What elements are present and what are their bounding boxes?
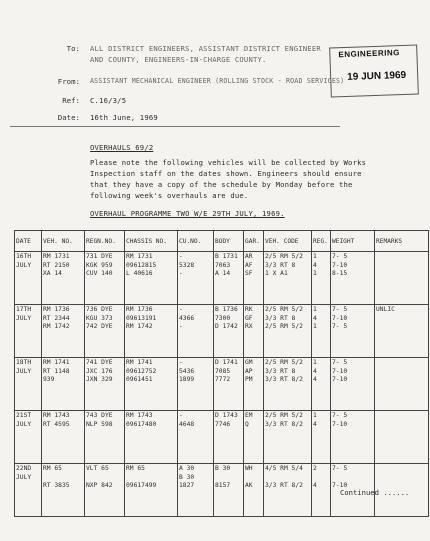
date-value: 16th June, 1969 (90, 113, 158, 122)
from-label: From: (57, 77, 80, 86)
cell-line: EM (245, 412, 253, 419)
from-value: ASSISTANT MECHANICAL ENGINEER (ROLLING STOCK - ROAD SERVICES) (90, 77, 345, 85)
cell-line: 17TH (16, 306, 32, 313)
weight-cell (331, 305, 375, 358)
regn-no-cell (85, 411, 125, 464)
cell-line: 1827 (179, 482, 195, 490)
cell-line: UNLIC (376, 306, 395, 313)
cell-line: 5436 (179, 367, 195, 375)
cell-line: 7300 (215, 314, 231, 322)
cell-line: 7085 (215, 367, 231, 375)
cell-line: 1 (313, 306, 317, 313)
cell-line: PM (245, 376, 253, 384)
cell-line: RT 4595 (43, 420, 70, 428)
cell-line: 09612815 (126, 261, 157, 269)
ref-label: Ref: (62, 96, 80, 105)
cell-line: JULY (16, 420, 32, 428)
ref-value: C.16/3/5 (90, 96, 127, 105)
cu-no-cell (178, 358, 214, 411)
gar-cell (244, 411, 264, 464)
cell-line: 7-10 (332, 261, 348, 269)
cell-line (376, 253, 427, 262)
to-line-1: ALL DISTRICT ENGINEERS, ASSISTANT DISTRICT ENGINEER (90, 44, 321, 53)
cell-line: 09617480 (126, 420, 157, 428)
regn-no-cell (85, 464, 125, 517)
cell-line (376, 359, 427, 368)
chassis-no-cell (125, 252, 178, 305)
cell-line: RM 1736 (126, 306, 153, 313)
cell-line: - (179, 270, 183, 278)
cell-line: 4/5 RM 5/4 (265, 465, 303, 472)
cell-line: 1 (313, 412, 317, 419)
cell-line: 4648 (179, 420, 195, 428)
subject-heading: OVERHAULS 69/2 (90, 143, 154, 152)
gar-cell (244, 464, 264, 517)
cell-line: 7-10 (332, 420, 348, 428)
cell-line: 1899 (179, 376, 195, 384)
cell-line: 4 (313, 314, 317, 322)
cell-line: 7- 5 (332, 359, 348, 366)
cell-line: 7-10 (332, 367, 348, 375)
cell-line: - (179, 323, 183, 331)
cell-line: 939 (43, 376, 55, 384)
cell-line: VLT 65 (86, 465, 109, 472)
cell-line: CUV 140 (86, 270, 113, 278)
col-header-regn-no: REGN.NO. (85, 231, 125, 252)
cell-line: KGU 373 (86, 314, 113, 322)
cell-line: JULY (16, 314, 32, 322)
reg-cell (312, 252, 331, 305)
cell-line: 742 DYE (86, 323, 113, 331)
veh-code-cell (264, 358, 312, 411)
cell-line: RM 1743 (43, 412, 70, 419)
cell-line: 741 DYE (86, 359, 113, 366)
overhaul-schedule-table (14, 230, 429, 517)
cell-line: 1 (313, 323, 317, 331)
to-label: To: (66, 44, 80, 53)
cell-line: 8157 (215, 482, 231, 490)
cell-line: RM 65 (43, 465, 62, 472)
table-body (15, 252, 429, 517)
cell-line: B 1736 (215, 306, 238, 313)
cell-line: RM 1736 (43, 306, 70, 313)
cu-no-cell (178, 252, 214, 305)
cell-line: 8-15 (332, 270, 348, 278)
veh-no-cell (42, 411, 85, 464)
cell-line (265, 474, 310, 483)
cell-line: 2 (313, 465, 317, 472)
cell-line: RX (245, 323, 253, 331)
cell-line: 1 (313, 253, 317, 260)
cell-line: 7746 (215, 420, 231, 428)
cell-line: B 30 (179, 473, 195, 481)
cell-line: 3/3 RT 8 (265, 314, 296, 322)
body-cell (214, 411, 244, 464)
header-rule (10, 126, 340, 127)
cell-line: 09612752 (126, 367, 157, 375)
cell-line: 5328 (179, 261, 195, 269)
cell-line: AP (245, 367, 253, 375)
cell-line: RM 1742 (43, 323, 70, 331)
cell-line (126, 474, 176, 483)
cell-line: NXP 842 (86, 482, 113, 490)
body-line-1: Please note the following vehicles will be collected by Works (90, 158, 367, 167)
cell-line: WH (245, 465, 253, 472)
table-row (15, 252, 429, 305)
cell-line: 4 (313, 482, 317, 490)
cell-line: RM 65 (126, 465, 145, 472)
reg-cell (312, 305, 331, 358)
cell-line (376, 412, 427, 421)
cell-line: 736 DYE (86, 306, 113, 313)
cell-line: JULY (16, 367, 32, 375)
table-row (15, 411, 429, 464)
table-row (15, 358, 429, 411)
cell-line: - (179, 253, 183, 260)
cell-line: RK (245, 306, 253, 313)
programme-heading: OVERHAUL PROGRAMME TWO W/E 29TH JULY, 1969. (90, 209, 285, 218)
cell-line (332, 474, 373, 483)
cell-line: 4 (313, 376, 317, 384)
cell-line: 1 X A1 (265, 270, 288, 278)
cell-line: 4 (313, 261, 317, 269)
chassis-no-cell (125, 464, 178, 517)
cell-line: RT 2150 (43, 261, 70, 269)
date-cell (15, 411, 42, 464)
cell-line: - (179, 306, 183, 313)
date-cell (15, 252, 42, 305)
cell-line: 7- 5 (332, 323, 348, 331)
cell-line: 7- 5 (332, 412, 348, 419)
date-cell (15, 464, 42, 517)
cell-line: 7-10 (332, 376, 348, 384)
cell-line: 7- 5 (332, 465, 348, 472)
continued-note: Continued ...... (340, 488, 410, 497)
cell-line: RM 1743 (126, 412, 153, 419)
received-stamp (329, 44, 419, 97)
remarks-cell (375, 252, 429, 305)
veh-code-cell (264, 252, 312, 305)
col-header-veh-no: VEH. NO. (42, 231, 85, 252)
reg-cell (312, 411, 331, 464)
cell-line: L 40616 (126, 270, 153, 278)
cell-line: JULY (16, 473, 32, 481)
cell-line: 0961451 (126, 376, 153, 384)
reg-cell (312, 464, 331, 517)
cell-line: 1 (313, 270, 317, 278)
col-header-date: DATE (15, 231, 42, 252)
cell-line: - (179, 412, 183, 419)
regn-no-cell (85, 305, 125, 358)
chassis-no-cell (125, 411, 178, 464)
cell-line (86, 474, 123, 483)
col-header-chassis-no: CHASSIS NO. (125, 231, 178, 252)
cell-line: RM 1742 (126, 323, 153, 331)
cell-line: 7-10 (332, 314, 348, 322)
body-cell (214, 305, 244, 358)
regn-no-cell (85, 252, 125, 305)
gar-cell (244, 252, 264, 305)
cell-line: RM 1741 (126, 359, 153, 366)
col-header-remarks: REMARKS (375, 231, 429, 252)
body-cell (214, 464, 244, 517)
body-line-3: that they have a copy of the schedule by Monday before the (90, 180, 353, 189)
col-header-body: BODY (214, 231, 244, 252)
cell-line: GF (245, 314, 253, 322)
cell-line: GM (245, 359, 253, 366)
cell-line: XA 14 (43, 270, 62, 278)
cell-line: 21ST (16, 412, 32, 419)
cell-line: NLP 598 (86, 420, 113, 428)
cell-line: 7063 (215, 261, 231, 269)
veh-code-cell (264, 464, 312, 517)
weight-cell (331, 411, 375, 464)
body-line-2: Inspection staff on the dates shown. Engineers should ensure (90, 169, 362, 178)
cu-no-cell (178, 464, 214, 517)
cell-line: B 1731 (215, 253, 238, 260)
date-cell (15, 358, 42, 411)
cell-line: 4 (313, 367, 317, 375)
cell-line: 16TH (16, 253, 32, 260)
cell-line: 731 DYE (86, 253, 113, 260)
cell-line: 2/5 RM 5/2 (265, 323, 303, 331)
cell-line: B 30 (215, 465, 231, 472)
cell-line: A 30 (179, 465, 195, 472)
cell-line: AF (245, 261, 253, 269)
stamp-title: ENGINEERING (338, 48, 401, 60)
chassis-no-cell (125, 358, 178, 411)
cell-line (215, 474, 242, 483)
remarks-cell (375, 358, 429, 411)
col-header-reg: REG. (312, 231, 331, 252)
cell-line (313, 474, 329, 483)
cell-line: 2/5 RM 5/2 (265, 253, 303, 260)
to-line-2: AND COUNTY, ENGINEERS-IN-CHARGE COUNTY. (90, 55, 267, 64)
cell-line: A 14 (215, 270, 231, 278)
veh-no-cell (42, 358, 85, 411)
cell-line: 3/3 RT 8 (265, 261, 296, 269)
reg-cell (312, 358, 331, 411)
cu-no-cell (178, 411, 214, 464)
cell-line: JULY (16, 261, 32, 269)
cell-line: RT 3835 (43, 482, 70, 490)
veh-no-cell (42, 252, 85, 305)
cell-line: 7-10 (332, 482, 348, 490)
cell-line (245, 474, 262, 483)
cell-line: RT 1148 (43, 367, 70, 375)
col-header-weight: WEIGHT (331, 231, 375, 252)
cell-line: 7772 (215, 376, 231, 384)
cell-line: 7- 5 (332, 253, 348, 260)
cell-line: 2/5 RM 5/2 (265, 306, 303, 313)
cell-line: D 1743 (215, 412, 238, 419)
veh-code-cell (264, 305, 312, 358)
cu-no-cell (178, 305, 214, 358)
cell-line: 2/5 RM 5/2 (265, 359, 303, 366)
chassis-no-cell (125, 305, 178, 358)
cell-line: 3/3 RT 8/2 (265, 420, 303, 428)
cell-line: RM 1741 (43, 359, 70, 366)
cell-line: 743 DYE (86, 412, 113, 419)
cell-line: 7- 5 (332, 306, 348, 313)
cell-line: 4366 (179, 314, 195, 322)
veh-no-cell (42, 305, 85, 358)
cell-line: - (179, 359, 183, 366)
remarks-cell (375, 411, 429, 464)
cell-line: 18TH (16, 359, 32, 366)
gar-cell (244, 305, 264, 358)
table-header-row (15, 231, 429, 252)
cell-line: AR (245, 253, 253, 260)
remarks-cell (375, 305, 429, 358)
date-cell (15, 305, 42, 358)
cell-line: Q (245, 420, 249, 428)
body-cell (214, 252, 244, 305)
date-label: Date: (57, 113, 80, 122)
weight-cell (331, 358, 375, 411)
cell-line: 3/3 RT 8/2 (265, 376, 303, 384)
body-line-4: following week's overhauls are due. (90, 191, 249, 200)
veh-no-cell (42, 464, 85, 517)
cell-line: 4 (313, 420, 317, 428)
cell-line: AK (245, 482, 253, 490)
cell-line: 1 (313, 359, 317, 366)
cell-line: D 1742 (215, 323, 238, 331)
cell-line: 09617499 (126, 482, 157, 490)
cell-line: 3/3 RT 8/2 (265, 482, 303, 490)
body-cell (214, 358, 244, 411)
cell-line: 22ND (16, 465, 32, 472)
regn-no-cell (85, 358, 125, 411)
cell-line: RT 2344 (43, 314, 70, 322)
cell-line (43, 474, 83, 483)
cell-line: JXC 176 (86, 367, 113, 375)
gar-cell (244, 358, 264, 411)
stamp-date: 19 JUN 1969 (347, 69, 407, 83)
cell-line: KGK 959 (86, 261, 113, 269)
col-header-veh-code: VEH. CODE (264, 231, 312, 252)
cell-line: 09613191 (126, 314, 157, 322)
cell-line: JXN 329 (86, 376, 113, 384)
cell-line: D 1741 (215, 359, 238, 366)
cell-line (376, 465, 427, 474)
cell-line: SF (245, 270, 253, 278)
cell-line: RM 1731 (126, 253, 153, 260)
veh-code-cell (264, 411, 312, 464)
table-row (15, 305, 429, 358)
col-header-gar: GAR. (244, 231, 264, 252)
cell-line: 2/5 RM 5/2 (265, 412, 303, 419)
cell-line: 3/3 RT 8 (265, 367, 296, 375)
cell-line: RM 1731 (43, 253, 70, 260)
weight-cell (331, 252, 375, 305)
col-header-cu-no: CU.NO. (178, 231, 214, 252)
